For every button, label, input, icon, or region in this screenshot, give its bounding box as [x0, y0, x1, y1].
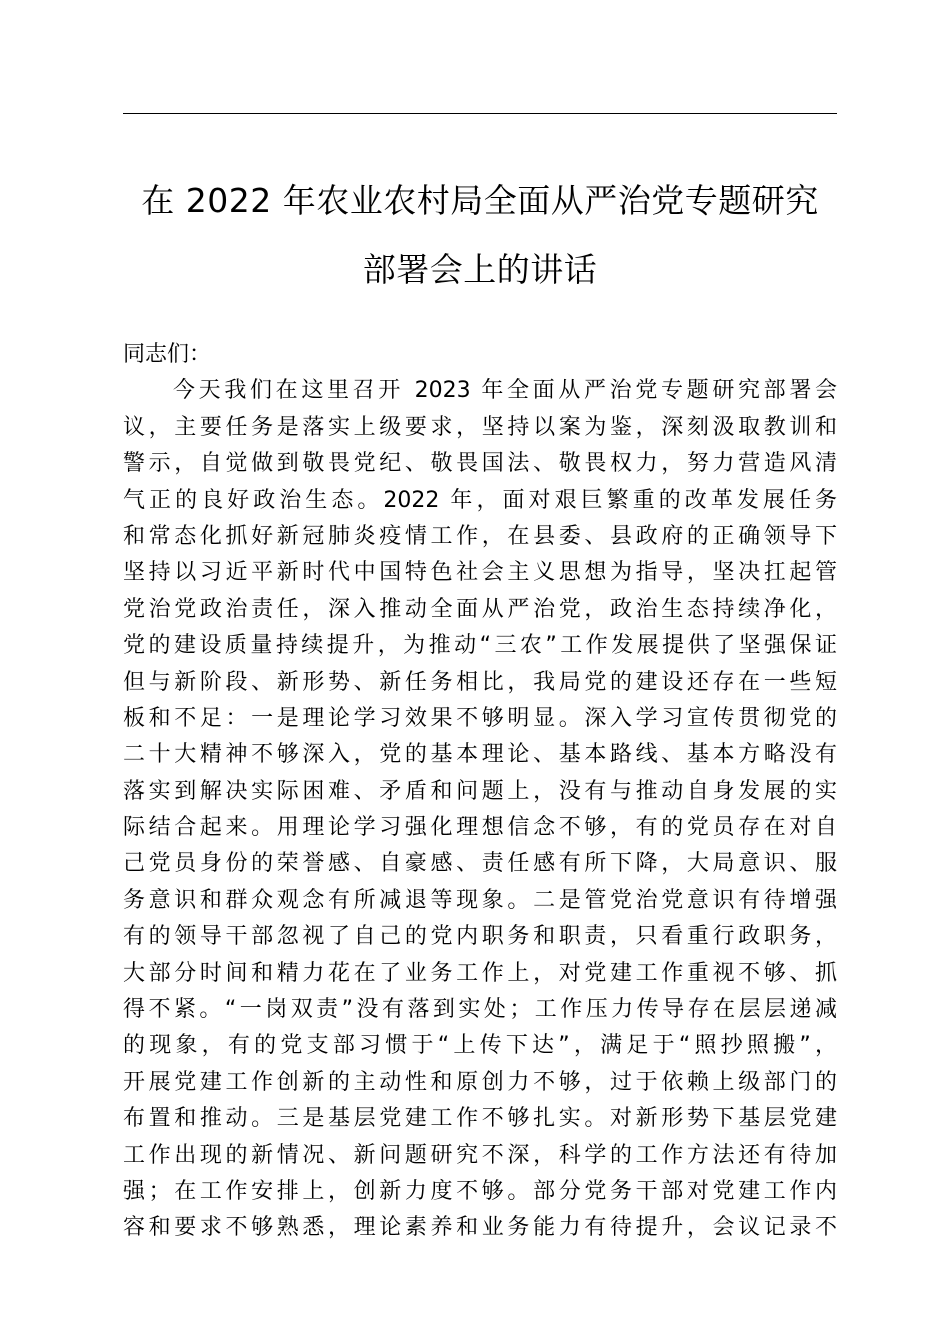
- body-line: 但与新阶段、新形势、新任务相比，我局党的建设还存在一些短: [123, 669, 837, 695]
- header-rule: [123, 113, 837, 114]
- body-line: 得不紧。“一岗双责”没有落到实处；工作压力传导存在层层递减: [123, 997, 837, 1023]
- salutation: 同志们：: [123, 342, 212, 367]
- body-line: 落实到解决实际困难、矛盾和问题上，没有与推动自身发展的实: [123, 778, 837, 804]
- body-line: 工作出现的新情况、新问题研究不深，科学的工作方法还有待加: [123, 1142, 837, 1168]
- body-line: 坚持以习近平新时代中国特色社会主义思想为指导，坚决扛起管: [123, 560, 837, 586]
- body-line: 议，主要任务是落实上级要求，坚持以案为鉴，深刻汲取教训和: [123, 414, 837, 440]
- body-line: 布置和推动。三是基层党建工作不够扎实。对新形势下基层党建: [123, 1106, 837, 1132]
- document-title-line-2: 部署会上的讲话: [362, 250, 598, 289]
- body-line: 气正的良好政治生态。2022 年，面对艰巨繁重的改革发展任务: [123, 487, 837, 513]
- body-line: 际结合起来。用理论学习强化理想信念不够，有的党员存在对自: [123, 815, 837, 841]
- body-line: 二十大精神不够深入，党的基本理论、基本路线、基本方略没有: [123, 742, 837, 768]
- body-line: 今天我们在这里召开 2023 年全面从严治党专题研究部署会: [173, 378, 837, 404]
- body-line: 己党员身份的荣誉感、自豪感、责任感有所下降，大局意识、服: [123, 851, 837, 877]
- body-line: 党的建设质量持续提升，为推动“三农”工作发展提供了坚强保证: [123, 633, 837, 659]
- body-line: 的现象，有的党支部习惯于“上传下达”，满足于“照抄照搬”，: [123, 1033, 837, 1059]
- body-line: 有的领导干部忽视了自己的党内职务和职责，只看重行政职务，: [123, 924, 837, 950]
- body-line: 开展党建工作创新的主动性和原创力不够，过于依赖上级部门的: [123, 1069, 837, 1095]
- document-body: [123, 337, 837, 1247]
- body-line: 大部分时间和精力花在了业务工作上，对党建工作重视不够、抓: [123, 960, 837, 986]
- body-line: 务意识和群众观念有所减退等现象。二是管党治党意识有待增强: [123, 887, 837, 913]
- body-line: 和常态化抓好新冠肺炎疫情工作，在县委、县政府的正确领导下: [123, 523, 837, 549]
- body-line: 警示，自觉做到敬畏党纪、敬畏国法、敬畏权力，努力营造风清: [123, 451, 837, 477]
- body-line: 容和要求不够熟悉，理论素养和业务能力有待提升，会议记录不: [123, 1215, 837, 1241]
- document-title-line-1: 在 2022 年农业农村局全面从严治党专题研究: [141, 181, 819, 220]
- body-line: 板和不足：一是理论学习效果不够明显。深入学习宣传贯彻党的: [123, 705, 837, 731]
- body-line: 强；在工作安排上，创新力度不够。部分党务干部对党建工作内: [123, 1178, 837, 1204]
- body-line: 党治党政治责任，深入推动全面从严治党，政治生态持续净化，: [123, 596, 837, 622]
